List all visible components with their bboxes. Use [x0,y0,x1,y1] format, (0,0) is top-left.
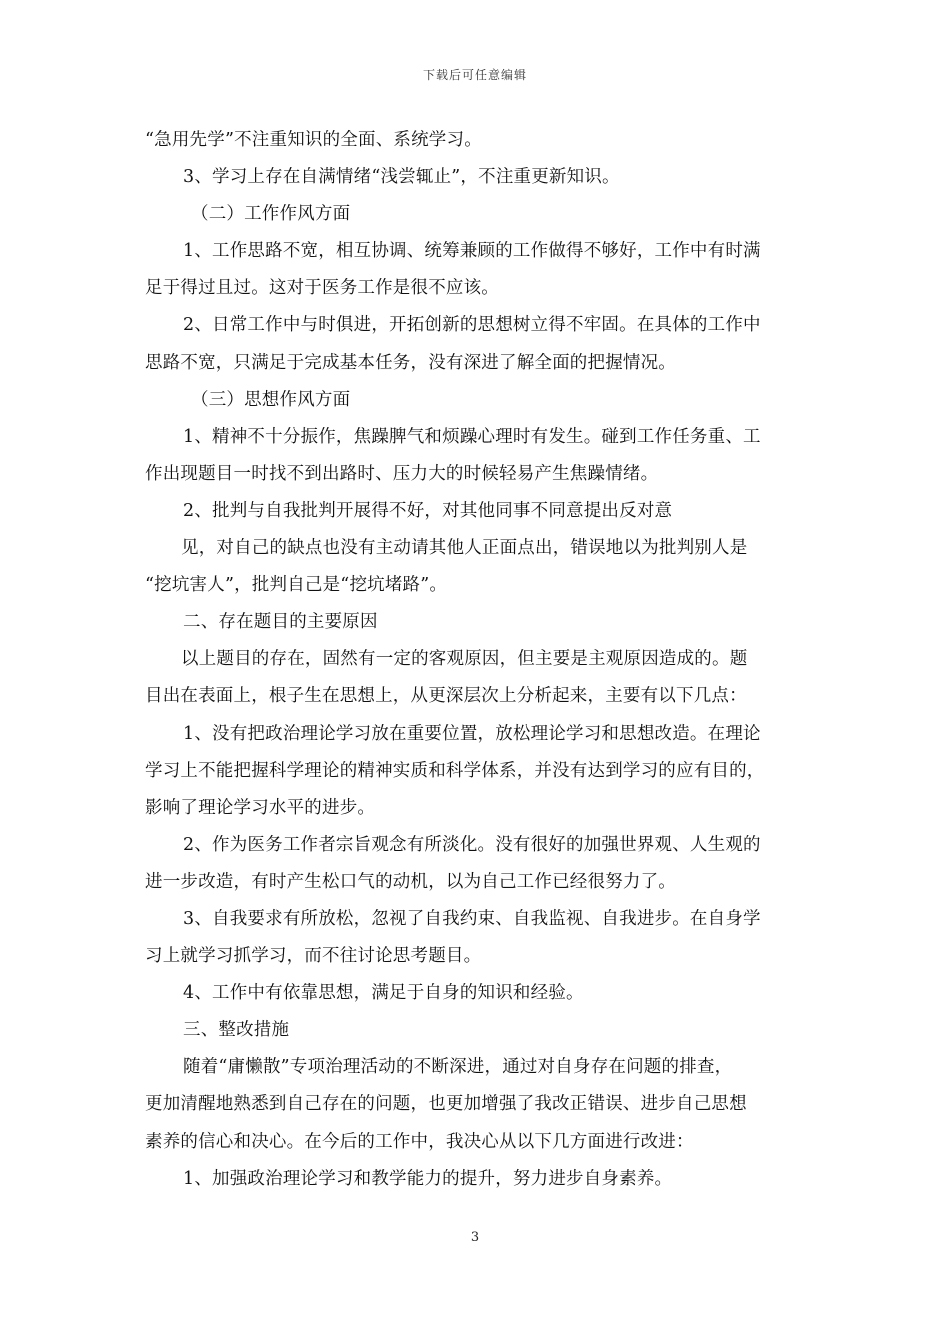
text-line: 1、加强政治理论学习和教学能力的提升，努力进步自身素养。 [183,1168,673,1189]
text-line: 足于得过且过。这对于医务工作是很不应该。 [145,278,499,299]
text-line: 影响了理论学习水平的进步。 [145,797,376,818]
text-line: 习上就学习抓学习，而不往讨论思考题目。 [145,946,482,967]
section-heading: 三、整改措施 [183,1020,290,1041]
text-line: “挖坑害人”，批判自己是“挖坑堵路”。 [145,575,448,596]
text-line: 思路不宽，只满足于完成基本任务，没有深进了解全面的把握情况。 [145,352,676,373]
text-line: 4、工作中有依靠思想，满足于自身的知识和经验。 [183,983,584,1004]
text-line: 学习上不能把握科学理论的精神实质和科学体系，并没有达到学习的应有目的， [145,760,765,781]
text-line: 随着“庸懒散”专项治理活动的不断深进，通过对自身存在问题的排查， [183,1057,733,1078]
document-body [145,122,810,1198]
text-line: 3、学习上存在自满情绪“浅尝辄止”，不注重更新知识。 [183,167,620,188]
page-header: 下载后可任意编辑 [422,68,527,82]
text-line: 素养的信心和决心。在今后的工作中，我决心从以下几方面进行改进： [145,1131,694,1152]
text-line: 见，对自己的缺点也没有主动请其他人正面点出，错误地以为批判别人是 [181,538,748,559]
text-line: 1、没有把政治理论学习放在重要位置，放松理论学习和思想改造。在理论 [183,723,761,744]
text-line: 目出在表面上，根子生在思想上，从更深层次上分析起来，主要有以下几点： [145,686,747,707]
text-line: 以上题目的存在，固然有一定的客观原因，但主要是主观原因造成的。题 [181,649,748,670]
text-line: 1、工作思路不宽，相互协调、统筹兼顾的工作做得不够好，工作中有时满 [183,241,761,262]
text-line: 进一步改造，有时产生松口气的动机，以为自己工作已经很努力了。 [145,871,676,892]
text-line: 1、精神不十分振作，焦躁脾气和烦躁心理时有发生。碰到工作任务重、工 [183,426,761,447]
section-heading: （三）思想作风方面 [191,389,351,410]
text-line: 2、批判与自我批判开展得不好，对其他同事不同意提出反对意 [183,500,673,521]
text-line: 作出现题目一时找不到出路时、压力大的时候轻易产生焦躁情绪。 [145,463,659,484]
section-heading: （二）工作作风方面 [191,204,351,225]
text-line: 更加清醒地熟悉到自己存在的问题，也更加增强了我改正错误、进步自己思想 [145,1094,747,1115]
section-heading: 二、存在题目的主要原因 [183,612,378,633]
text-line: 3、自我要求有所放松，忽视了自我约束、自我监视、自我进步。在自身学 [183,908,761,929]
text-line: 2、日常工作中与时俱进，开拓创新的思想树立得不牢固。在具体的工作中 [183,315,761,336]
text-line: 2、作为医务工作者宗旨观念有所淡化。没有很好的加强世界观、人生观的 [183,834,761,855]
page-number: 3 [470,1230,480,1245]
text-line: “急用先学”不注重知识的全面、系统学习。 [145,130,482,150]
